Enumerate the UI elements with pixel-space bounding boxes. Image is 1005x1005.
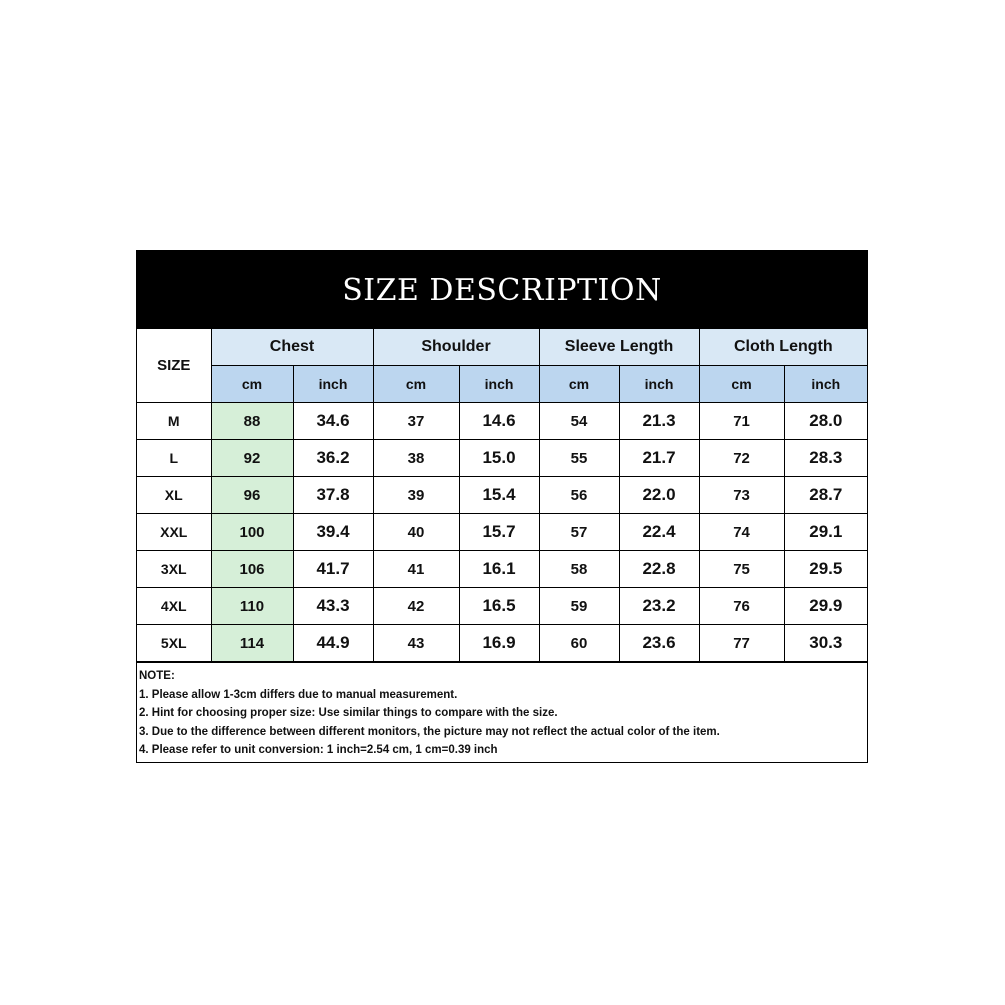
cloth-inch-cell: 30.3 [784, 625, 867, 662]
cloth-inch-cell: 28.0 [784, 403, 867, 440]
cloth-cm-header: cm [699, 366, 784, 403]
size-cell: 3XL [137, 551, 211, 588]
cloth-cm-cell: 71 [699, 403, 784, 440]
chest-inch-cell: 39.4 [293, 514, 373, 551]
unit-header-row [137, 366, 867, 403]
sleeve-cm-cell: 59 [539, 588, 619, 625]
cloth-cm-cell: 72 [699, 440, 784, 477]
sleeve-cm-header: cm [539, 366, 619, 403]
cloth-inch-header: inch [784, 366, 867, 403]
size-cell: 4XL [137, 588, 211, 625]
chest-inch-cell: 41.7 [293, 551, 373, 588]
chart-title: SIZE DESCRIPTION [137, 251, 867, 329]
chest-cm-cell: 96 [211, 477, 293, 514]
shoulder-inch-cell: 15.7 [459, 514, 539, 551]
cloth-cm-cell: 77 [699, 625, 784, 662]
chest-inch-cell: 43.3 [293, 588, 373, 625]
sleeve-cm-cell: 57 [539, 514, 619, 551]
table-row [137, 551, 867, 588]
sleeve-length-header: Sleeve Length [539, 329, 699, 366]
size-cell: XL [137, 477, 211, 514]
cloth-cm-cell: 76 [699, 588, 784, 625]
chest-cm-cell: 106 [211, 551, 293, 588]
note-line: 3. Due to the difference between different monitors, the picture may not reflect the actual color of the item. [139, 725, 720, 738]
chest-inch-header: inch [293, 366, 373, 403]
sleeve-inch-cell: 21.3 [619, 403, 699, 440]
shoulder-cm-cell: 37 [373, 403, 459, 440]
sleeve-inch-header: inch [619, 366, 699, 403]
size-cell: L [137, 440, 211, 477]
sleeve-cm-cell: 54 [539, 403, 619, 440]
shoulder-cm-cell: 40 [373, 514, 459, 551]
cloth-inch-cell: 29.1 [784, 514, 867, 551]
cloth-cm-cell: 75 [699, 551, 784, 588]
shoulder-cm-cell: 39 [373, 477, 459, 514]
chest-cm-cell: 100 [211, 514, 293, 551]
cloth-inch-cell: 29.5 [784, 551, 867, 588]
table-row [137, 477, 867, 514]
shoulder-inch-cell: 16.1 [459, 551, 539, 588]
shoulder-cm-cell: 38 [373, 440, 459, 477]
shoulder-inch-cell: 16.5 [459, 588, 539, 625]
table-row [137, 440, 867, 477]
chest-inch-cell: 36.2 [293, 440, 373, 477]
chest-inch-cell: 44.9 [293, 625, 373, 662]
chest-cm-cell: 114 [211, 625, 293, 662]
sleeve-cm-cell: 55 [539, 440, 619, 477]
shoulder-inch-cell: 15.4 [459, 477, 539, 514]
note-line: 1. Please allow 1-3cm differs due to manual measurement. [139, 688, 458, 701]
cloth-cm-cell: 74 [699, 514, 784, 551]
chest-inch-cell: 37.8 [293, 477, 373, 514]
cloth-inch-cell: 28.7 [784, 477, 867, 514]
cloth-inch-cell: 29.9 [784, 588, 867, 625]
shoulder-inch-cell: 15.0 [459, 440, 539, 477]
table-row [137, 514, 867, 551]
sleeve-inch-cell: 21.7 [619, 440, 699, 477]
sleeve-inch-cell: 23.2 [619, 588, 699, 625]
size-cell: M [137, 403, 211, 440]
size-column-header: SIZE [137, 329, 211, 403]
sleeve-cm-cell: 58 [539, 551, 619, 588]
notes-section [137, 662, 867, 762]
shoulder-header: Shoulder [373, 329, 539, 366]
note-line: 4. Please refer to unit conversion: 1 inch=2.54 cm, 1 cm=0.39 inch [139, 744, 498, 757]
sleeve-cm-cell: 56 [539, 477, 619, 514]
chest-cm-header: cm [211, 366, 293, 403]
sleeve-inch-cell: 22.4 [619, 514, 699, 551]
shoulder-cm-cell: 42 [373, 588, 459, 625]
sleeve-inch-cell: 23.6 [619, 625, 699, 662]
size-table [137, 329, 867, 662]
shoulder-inch-header: inch [459, 366, 539, 403]
shoulder-cm-header: cm [373, 366, 459, 403]
shoulder-inch-cell: 14.6 [459, 403, 539, 440]
table-row [137, 588, 867, 625]
table-row [137, 403, 867, 440]
table-row [137, 625, 867, 662]
cloth-cm-cell: 73 [699, 477, 784, 514]
size-chart [136, 250, 868, 763]
chest-header: Chest [211, 329, 373, 366]
chest-cm-cell: 92 [211, 440, 293, 477]
sleeve-inch-cell: 22.8 [619, 551, 699, 588]
size-cell: 5XL [137, 625, 211, 662]
sleeve-inch-cell: 22.0 [619, 477, 699, 514]
shoulder-cm-cell: 43 [373, 625, 459, 662]
cloth-length-header: Cloth Length [699, 329, 867, 366]
chest-cm-cell: 110 [211, 588, 293, 625]
cloth-inch-cell: 28.3 [784, 440, 867, 477]
group-header-row [137, 329, 867, 366]
chest-inch-cell: 34.6 [293, 403, 373, 440]
chest-cm-cell: 88 [211, 403, 293, 440]
notes-heading: NOTE: [139, 670, 175, 682]
shoulder-inch-cell: 16.9 [459, 625, 539, 662]
shoulder-cm-cell: 41 [373, 551, 459, 588]
sleeve-cm-cell: 60 [539, 625, 619, 662]
size-cell: XXL [137, 514, 211, 551]
note-line: 2. Hint for choosing proper size: Use similar things to compare with the size. [139, 707, 558, 720]
